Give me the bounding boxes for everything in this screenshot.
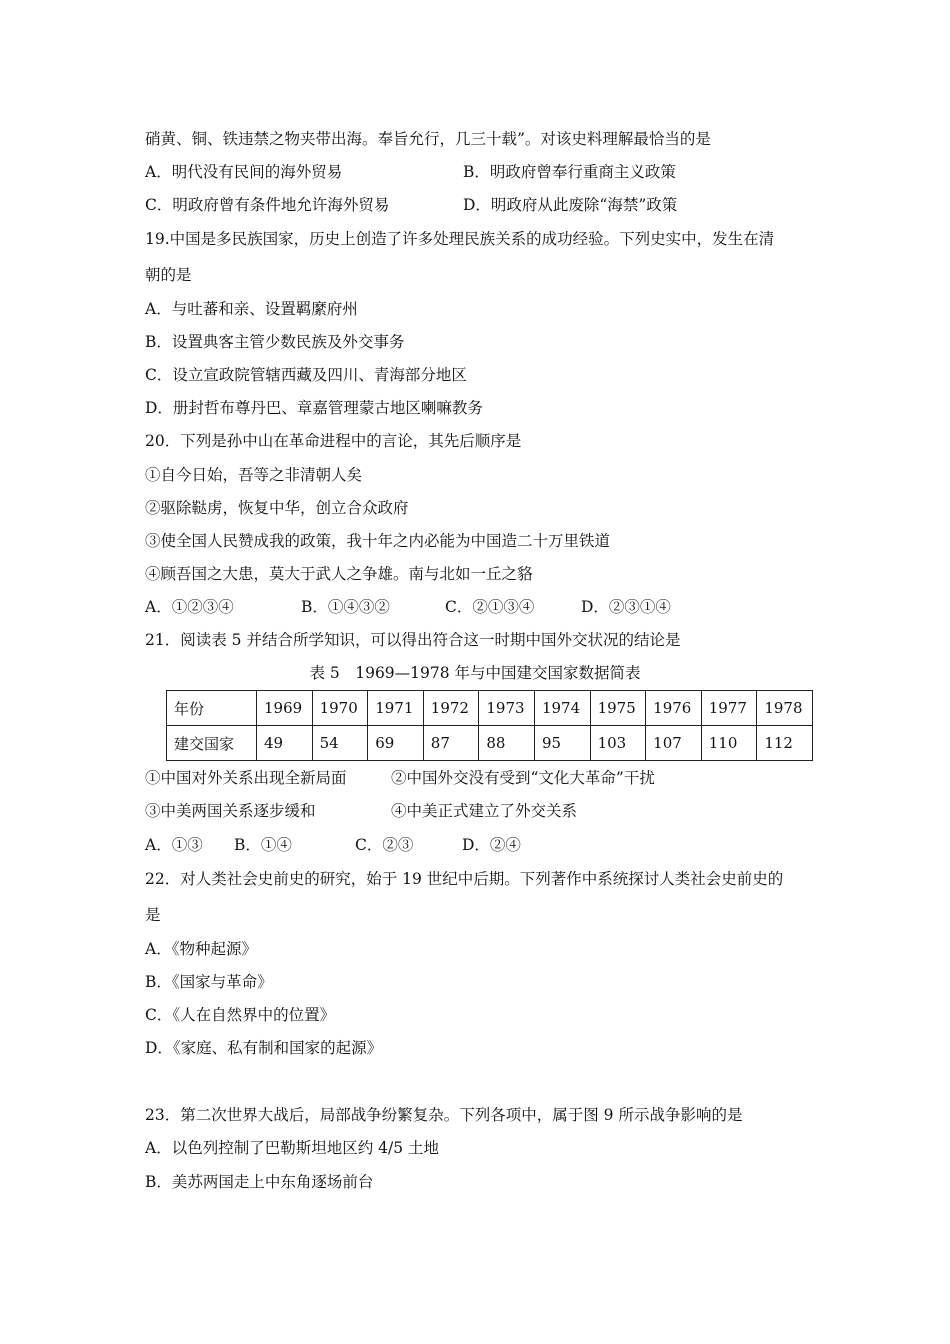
table-cell-year: 1973 xyxy=(479,691,535,726)
table-header-year: 年份 xyxy=(167,691,257,726)
q20-option-c: C．②①③④ xyxy=(445,598,535,616)
table-cell-count: 88 xyxy=(479,726,535,761)
q22-option-a: A．《物种起源》 xyxy=(145,940,257,958)
table-cell-year: 1978 xyxy=(757,691,813,726)
table-cell-year: 1970 xyxy=(312,691,368,726)
table-cell-year: 1977 xyxy=(701,691,757,726)
table-cell-year: 1975 xyxy=(590,691,646,726)
table-cell-year: 1969 xyxy=(257,691,313,726)
q21-item-4: ④中美正式建立了外交关系 xyxy=(391,802,578,820)
q21-item-3: ③中美两国关系逐步缓和 xyxy=(145,802,316,820)
table-cell-count: 103 xyxy=(590,726,646,761)
q23-option-b: B．美苏两国走上中东角逐场前台 xyxy=(145,1173,374,1191)
q22-option-c: C．《人在自然界中的位置》 xyxy=(145,1006,336,1024)
table-row-counts xyxy=(167,726,813,761)
table-cell-count: 112 xyxy=(757,726,813,761)
q20-item-3: ③使全国人民赞成我的政策，我十年之内必能为中国造二十万里铁道 xyxy=(145,532,611,550)
q23-option-a: A．以色列控制了巴勒斯坦地区约 4/5 土地 xyxy=(145,1139,439,1157)
table-row-years xyxy=(167,691,813,726)
q18-option-c: C．明政府曾有条件地允许海外贸易 xyxy=(145,196,390,214)
q18-option-d: D．明政府从此废除“海禁”政策 xyxy=(463,196,678,214)
table-cell-year: 1974 xyxy=(534,691,590,726)
q20-option-d: D．②③①④ xyxy=(581,598,671,616)
q18-stem-tail: 硝黄、铜、铁违禁之物夹带出海。奉旨允行，几三十载”。对该史料理解最恰当的是 xyxy=(145,130,711,148)
q20-item-4: ④顾吾国之大患，莫大于武人之争雄。南与北如一丘之貉 xyxy=(145,565,533,583)
table-cell-count: 49 xyxy=(257,726,313,761)
q21-option-a: A．①③ xyxy=(145,836,203,854)
q19-stem-line2: 朝的是 xyxy=(145,266,192,284)
table-header-countries: 建交国家 xyxy=(167,726,257,761)
q19-option-d: D．册封哲布尊丹巴、章嘉管理蒙古地区喇嘛教务 xyxy=(145,399,483,417)
q20-item-2: ②驱除鞑虏，恢复中华，创立合众政府 xyxy=(145,499,409,517)
q19-option-c: C．设立宣政院管辖西藏及四川、青海部分地区 xyxy=(145,366,467,384)
table-cell-count: 95 xyxy=(534,726,590,761)
q21-item-2: ②中国外交没有受到“文化大革命”干扰 xyxy=(391,769,655,787)
q18-option-a: A．明代没有民间的海外贸易 xyxy=(145,163,343,181)
diplomatic-relations-table xyxy=(166,690,813,761)
table-cell-count: 54 xyxy=(312,726,368,761)
table-cell-year: 1976 xyxy=(646,691,702,726)
q20-option-a: A．①②③④ xyxy=(145,598,234,616)
q23-stem: 23．第二次世界大战后，局部战争纷繁复杂。下列各项中，属于图 9 所示战争影响的是 xyxy=(145,1106,743,1124)
table-cell-count: 107 xyxy=(646,726,702,761)
table-caption: 表 5 1969—1978 年与中国建交国家数据简表 xyxy=(309,664,641,682)
table-cell-count: 110 xyxy=(701,726,757,761)
q19-option-b: B．设置典客主管少数民族及外交事务 xyxy=(145,333,405,351)
q22-option-b: B．《国家与革命》 xyxy=(145,973,273,991)
table-cell-year: 1971 xyxy=(368,691,424,726)
q18-option-b: B．明政府曾奉行重商主义政策 xyxy=(463,163,676,181)
q19-option-a: A．与吐蕃和亲、设置羁縻府州 xyxy=(145,300,358,318)
q20-stem: 20．下列是孙中山在革命进程中的言论，其先后顺序是 xyxy=(145,432,522,450)
q20-item-1: ①自今日始，吾等之非清朝人矣 xyxy=(145,466,363,484)
q22-stem-line2: 是 xyxy=(145,906,161,924)
q21-option-b: B．①④ xyxy=(234,836,292,854)
q20-option-b: B．①④③② xyxy=(301,598,390,616)
table-cell-count: 69 xyxy=(368,726,424,761)
q21-item-1: ①中国对外关系出现全新局面 xyxy=(145,769,347,787)
q21-option-c: C．②③ xyxy=(355,836,414,854)
q19-stem-line1: 19.中国是多民族国家，历史上创造了许多处理民族关系的成功经验。下列史实中，发生在清 xyxy=(145,230,775,248)
q21-stem: 21．阅读表 5 并结合所学知识，可以得出符合这一时期中国外交状况的结论是 xyxy=(145,631,681,649)
q22-stem-line1: 22．对人类社会史前史的研究，始于 19 世纪中后期。下列著作中系统探讨人类社会史前史的 xyxy=(145,870,784,888)
q22-option-d: D．《家庭、私有制和国家的起源》 xyxy=(145,1039,383,1057)
table-cell-year: 1972 xyxy=(423,691,479,726)
table-cell-count: 87 xyxy=(423,726,479,761)
q21-option-d: D．②④ xyxy=(462,836,521,854)
